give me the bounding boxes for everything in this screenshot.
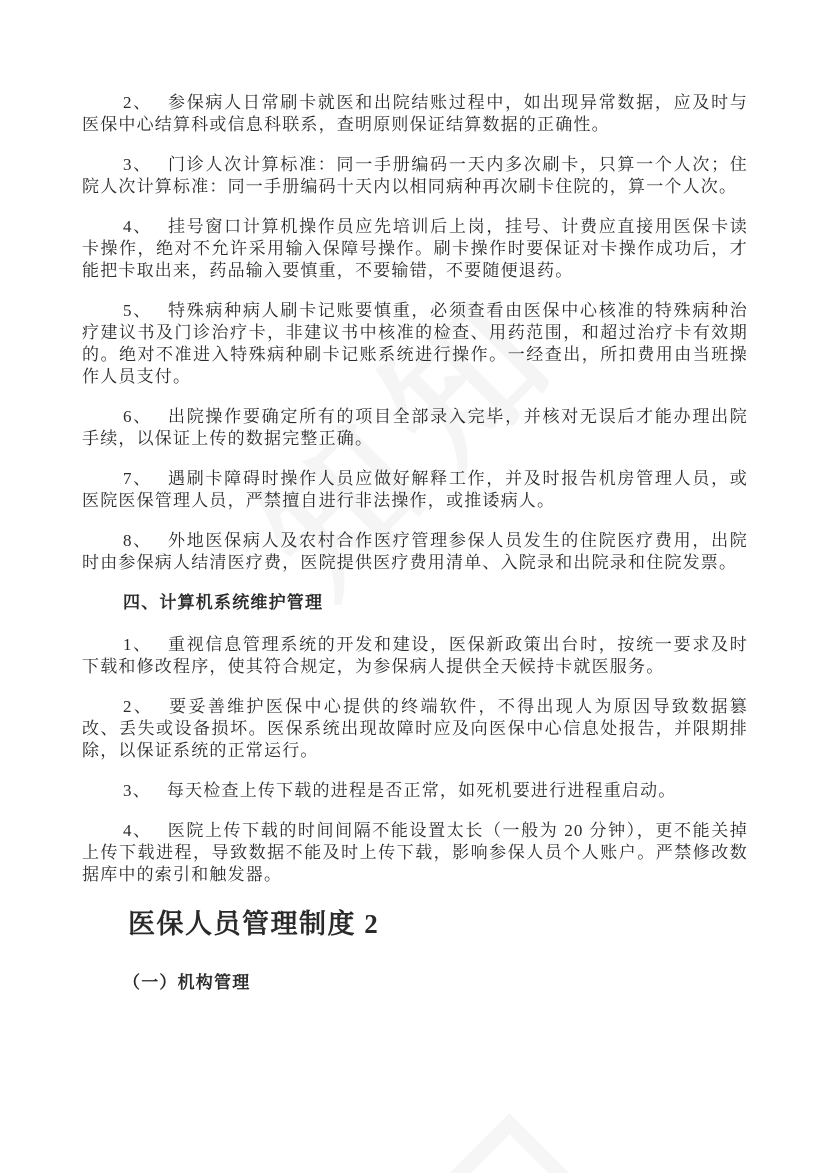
item-text: 挂号窗口计算机操作员应先培训后上岗，挂号、计费应直接用医保卡读卡操作，绝对不允许采用输入保障号操作。刷卡操作时要保证对卡操作成功后，才能把卡取出来，药品输入要慎重，不要输错，不要随便退药。 — [82, 217, 749, 280]
item-text: 每天检查上传下载的进程是否正常，如死机要进行进程重启动。 — [166, 781, 677, 800]
item-number: 3、 — [123, 781, 151, 800]
watermark-glyph — [480, 1166, 538, 1173]
list-item-5 — [82, 300, 748, 388]
item-text: 参保病人日常刷卡就医和出院结账过程中，如出现异常数据，应及时与医保中心结算科或信息科联系，查明原则保证结算数据的正确性。 — [82, 93, 749, 134]
diamond-watermark-stamp — [414, 1113, 605, 1173]
item-text: 特殊病种病人刷卡记账要慎重，必须查看由医保中心核准的特殊病种治疗建议书及门诊治疗卡，非建议书中核准的检查、用药范围，和超过治疗卡有效期的。绝对不准进入特殊病种刷卡记账系统进行操作。一经查出，所扣费用由当班操作人员支付。 — [82, 301, 749, 386]
item-number: 8、 — [123, 531, 152, 550]
item-number: 3、 — [123, 155, 152, 174]
item-number: 4、 — [123, 217, 152, 236]
list-item-2 — [82, 92, 748, 136]
item-text: 外地医保病人及农村合作医疗管理参保人员发生的住院医疗费用，出院时由参保病人结清医疗费，医院提供医疗费用清单、入院录和出院录和住院发票。 — [82, 531, 749, 572]
section-list-item-4 — [82, 820, 748, 886]
item-number: 7、 — [123, 469, 152, 488]
item-number: 6、 — [123, 407, 152, 426]
item-text: 重视信息管理系统的开发和建设，医保新政策出台时，按统一要求及时下载和修改程序，使其符合规定，为参保病人提供全天候持卡就医服务。 — [82, 635, 749, 676]
section-list-item-3 — [82, 780, 748, 802]
list-item-7 — [82, 468, 748, 512]
item-number: 2、 — [123, 93, 152, 112]
list-item-6 — [82, 406, 748, 450]
item-number: 1、 — [123, 635, 152, 654]
item-number: 2、 — [123, 697, 154, 716]
item-number: 5、 — [123, 301, 152, 320]
item-text: 出院操作要确定所有的项目全部录入完毕，并核对无误后才能办理出院手续，以保证上传的数据完整正确。 — [82, 407, 749, 448]
item-text: 遇刷卡障碍时操作人员应做好解释工作，并及时报告机房管理人员，或医院医保管理人员，严禁擅自进行非法操作，或推诿病人。 — [82, 469, 749, 510]
item-text: 医院上传下载的时间间隔不能设置太长（一般为 20 分钟），更不能关掉上传下载进程，导致数据不能及时上传下载，影响参保人员个人账户。严禁修改数据库中的索引和触发器。 — [82, 821, 748, 884]
item-text: 门诊人次计算标准：同一手册编码一天内多次刷卡，只算一个人次；住院人次计算标准：同一手册编码十天内以相同病种再次刷卡住院的，算一个人次。 — [82, 155, 749, 196]
document-title: 医保人员管理制度 2 — [128, 909, 380, 939]
list-item-4 — [82, 216, 748, 282]
list-item-8 — [82, 530, 748, 574]
section-list-item-2 — [82, 696, 748, 762]
section-heading-computer-system-maintenance: 四、计算机系统维护管理 — [123, 593, 324, 612]
list-item-3 — [82, 154, 748, 198]
section-list-item-1 — [82, 634, 748, 678]
item-number: 4、 — [123, 821, 152, 840]
item-text: 要妥善维护医保中心提供的终端软件，不得出现人为原因导致数据篡改、丢失或设备损坏。医保系统出现故障时应及向医保中心信息处报告，并限期排除，以保证系统的正常运行。 — [82, 697, 749, 760]
sub-heading-organization-management: （一）机构管理 — [123, 973, 251, 992]
